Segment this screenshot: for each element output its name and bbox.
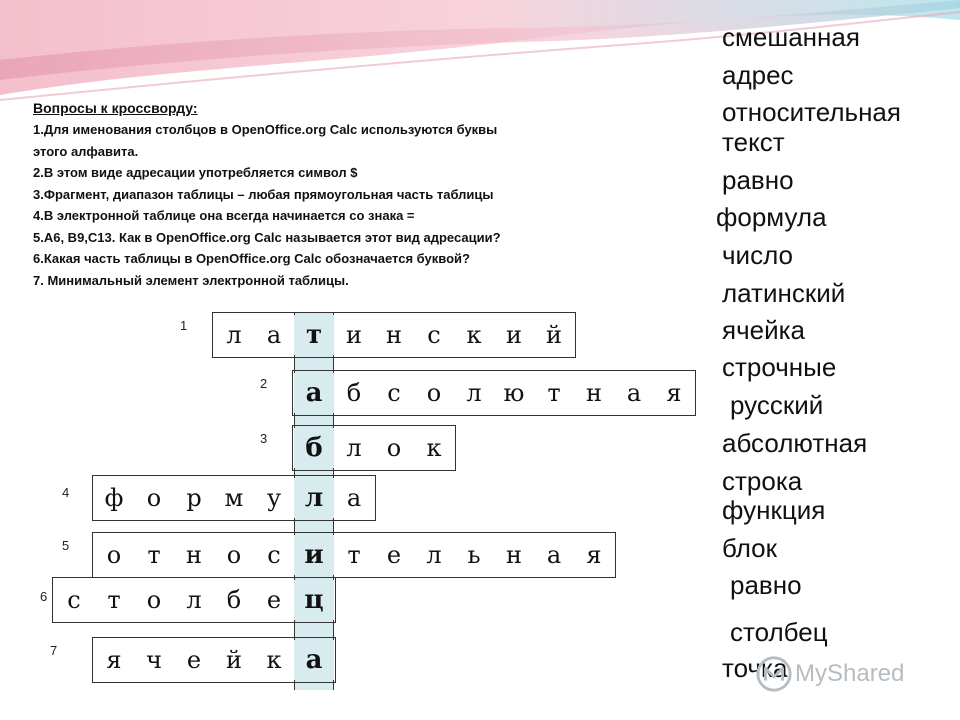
crossword-cell: т (147, 541, 161, 569)
crossword-cell: о (386, 434, 402, 462)
crossword-cell: а (626, 379, 642, 407)
crossword-row-number: 4 (62, 485, 70, 500)
answer-word: формула (716, 202, 827, 232)
crossword-cell: с (67, 586, 81, 614)
answer-word: равно (722, 165, 794, 195)
crossword-key-cell: л (294, 478, 334, 518)
crossword-cell: й (546, 321, 562, 349)
myshared-logo-icon (755, 655, 793, 693)
watermark-text: MyShared (795, 660, 905, 687)
answer-word: число (722, 240, 793, 270)
crossword-cell: к (266, 646, 282, 674)
answer-word: строчные (722, 352, 837, 382)
crossword-cell: л (346, 434, 362, 462)
crossword-cell: н (186, 541, 202, 569)
answer-word: адрес (722, 60, 794, 90)
answer-word: функция (722, 495, 826, 525)
answer-word: относительная (722, 97, 901, 127)
crossword-cell: о (146, 484, 162, 512)
answer-word: строка (722, 466, 803, 496)
crossword-cell: я (666, 379, 682, 407)
crossword-key-cell: и (294, 535, 334, 575)
answer-word: точка (722, 653, 788, 683)
crossword-cell: я (586, 541, 602, 569)
question-6: 6.Какая часть таблицы в OpenOffice.org Calc обозначается буквой? (33, 251, 470, 266)
answer-word: равно (730, 570, 802, 600)
crossword-key-cell: ц (294, 580, 334, 620)
crossword-cell: б (346, 379, 362, 407)
answer-word: смешанная (722, 22, 860, 52)
crossword-cell: т (347, 541, 361, 569)
crossword-cell: т (107, 586, 121, 614)
crossword-cell: о (426, 379, 442, 407)
crossword-cell: б (226, 586, 242, 614)
crossword-row-number: 1 (180, 318, 188, 333)
crossword-key-cell: а (294, 373, 334, 413)
crossword-row-number: 7 (50, 643, 58, 658)
question-7: 7. Минимальный элемент электронной таблицы. (33, 272, 349, 288)
crossword-cell: и (506, 321, 522, 349)
crossword-cell: м (224, 484, 244, 512)
question-3: 3.Фрагмент, диапазон таблицы – любая прямоугольная часть таблицы (33, 186, 494, 202)
question-1: 1.Для именования столбцов в OpenOffice.org Calc используются буквы (33, 122, 498, 137)
crossword-cell: а (546, 541, 562, 569)
crossword-cell: с (387, 379, 401, 407)
answer-word: латинский (722, 278, 846, 308)
crossword-cell: о (146, 586, 162, 614)
crossword-cell: с (267, 541, 281, 569)
crossword-cell: и (346, 321, 362, 349)
crossword-cell: а (266, 321, 282, 349)
crossword-row-number: 6 (40, 589, 48, 604)
crossword-cell: н (506, 541, 522, 569)
question-2: 2.В этом виде адресации употребляется символ $ (33, 165, 358, 180)
answer-word: текст (722, 127, 785, 157)
crossword-cell: е (266, 586, 282, 614)
crossword-cell: а (346, 484, 362, 512)
crossword-cell: к (466, 321, 482, 349)
crossword-cell: ф (104, 484, 124, 512)
crossword-key-cell: а (294, 640, 334, 680)
crossword-cell: л (226, 321, 242, 349)
crossword-key-cell: б (294, 428, 334, 468)
crossword-cell: к (426, 434, 442, 462)
question-5: 5.А6, В9,С13. Как в OpenOffice.org Calc называется этот вид адресации? (33, 229, 501, 245)
answer-word: абсолютная (722, 428, 868, 458)
questions-title: Вопросы к кроссворду: (33, 100, 198, 116)
question-1-continued: этого алфавита. (33, 143, 139, 159)
crossword-cell: н (586, 379, 602, 407)
crossword-cell: л (466, 379, 482, 407)
crossword-cell: е (386, 541, 402, 569)
crossword-cell: с (427, 321, 441, 349)
crossword-cell: л (186, 586, 202, 614)
crossword-cell: я (106, 646, 122, 674)
crossword-cell: р (186, 484, 202, 512)
crossword-key-cell: т (294, 315, 334, 355)
answer-word: блок (722, 533, 778, 563)
question-4: 4.В электронной таблице она всегда начинается со знака = (33, 208, 415, 223)
crossword-cell: ю (503, 379, 525, 407)
crossword-cell: й (226, 646, 242, 674)
answer-word: ячейка (722, 315, 806, 345)
crossword-cell: е (186, 646, 202, 674)
crossword-row-number: 2 (260, 376, 268, 391)
crossword-cell: ь (467, 541, 481, 569)
answer-word: столбец (730, 617, 828, 647)
crossword-cell: н (386, 321, 402, 349)
crossword-cell: ч (146, 646, 162, 674)
answer-word: русский (730, 390, 824, 420)
crossword-cell: о (106, 541, 122, 569)
crossword-cell: л (426, 541, 442, 569)
watermark (755, 655, 904, 693)
crossword-cell: у (266, 484, 282, 512)
crossword-cell: о (226, 541, 242, 569)
crossword-row-number: 5 (62, 538, 70, 553)
crossword-cell: т (547, 379, 561, 407)
crossword-row-number: 3 (260, 431, 268, 446)
